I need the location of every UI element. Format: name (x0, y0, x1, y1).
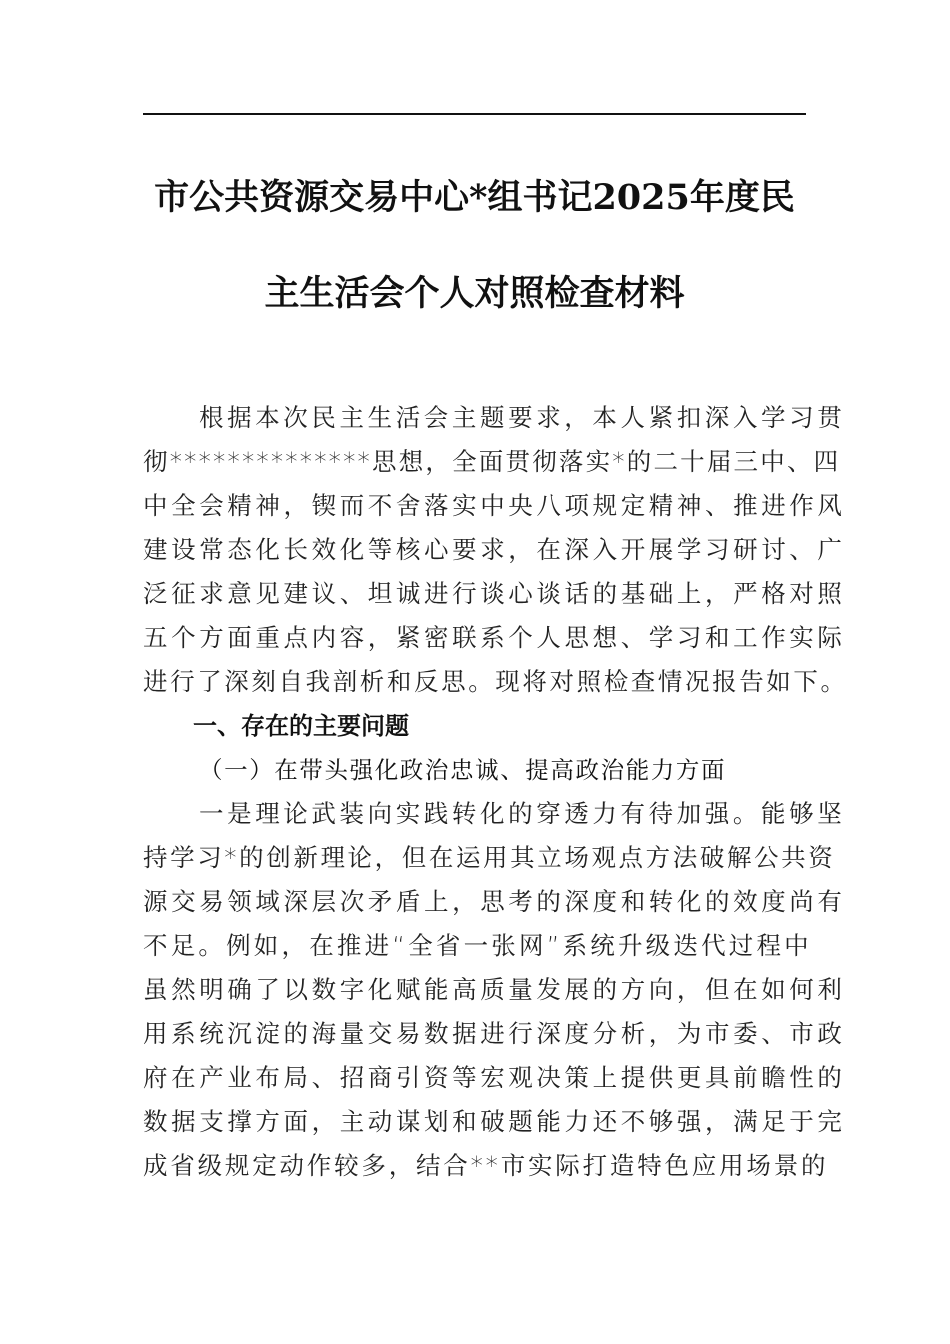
intro-line: 根据本次民主生活会主题要求，本人紧扣深入学习贯 (199, 403, 846, 432)
point-line: 持学习*的创新理论，但在运用其立场观点方法破解公共资 (143, 843, 836, 872)
intro-line: 进行了深刻自我剖析和反思。现将对照检查情况报告如下。 (143, 667, 848, 696)
point-line: 府在产业布局、招商引资等宏观决策上提供更具前瞻性的 (143, 1063, 846, 1092)
document-title-line-2: 主生活会个人对照检查材料 (264, 273, 685, 314)
point-line: 成省级规定动作较多，结合**市实际打造特色应用场景的 (143, 1151, 829, 1180)
intro-line: 建设常态化长效化等核心要求，在深入开展学习研讨、广 (143, 535, 846, 564)
point-line: 源交易领域深层次矛盾上，思考的深度和转化的效度尚有 (143, 887, 846, 916)
point-line: 一是理论武装向实践转化的穿透力有待加强。能够坚 (199, 799, 846, 828)
intro-line: 泛征求意见建议、坦诚进行谈心谈话的基础上，严格对照 (143, 579, 846, 608)
point-line: 虽然明确了以数字化赋能高质量发展的方向，但在如何利 (143, 975, 846, 1004)
point-line: 数据支撑方面，主动谋划和破题能力还不够强，满足于完 (143, 1107, 846, 1136)
point-line: 用系统沉淀的海量交易数据进行深度分析，为市委、市政 (143, 1019, 846, 1048)
section-heading: 一、存在的主要问题 (193, 712, 409, 740)
header-rule (143, 113, 806, 115)
document-body (143, 396, 848, 1188)
intro-line: 中全会精神，锲而不舍落实中央八项规定精神、推进作风 (143, 491, 846, 520)
intro-line: 彻**************思想，全面贯彻落实*的二十届三中、四 (143, 447, 841, 476)
point-line: 不足。例如，在推进“全省一张网”系统升级迭代过程中 (143, 931, 812, 960)
document-title-line-1: 市公共资源交易中心*组书记2025年度民 (154, 177, 795, 218)
subsection-heading: （一）在带头强化政治忠诚、提高政治能力方面 (199, 756, 727, 784)
intro-line: 五个方面重点内容，紧密联系个人思想、学习和工作实际 (143, 623, 846, 652)
